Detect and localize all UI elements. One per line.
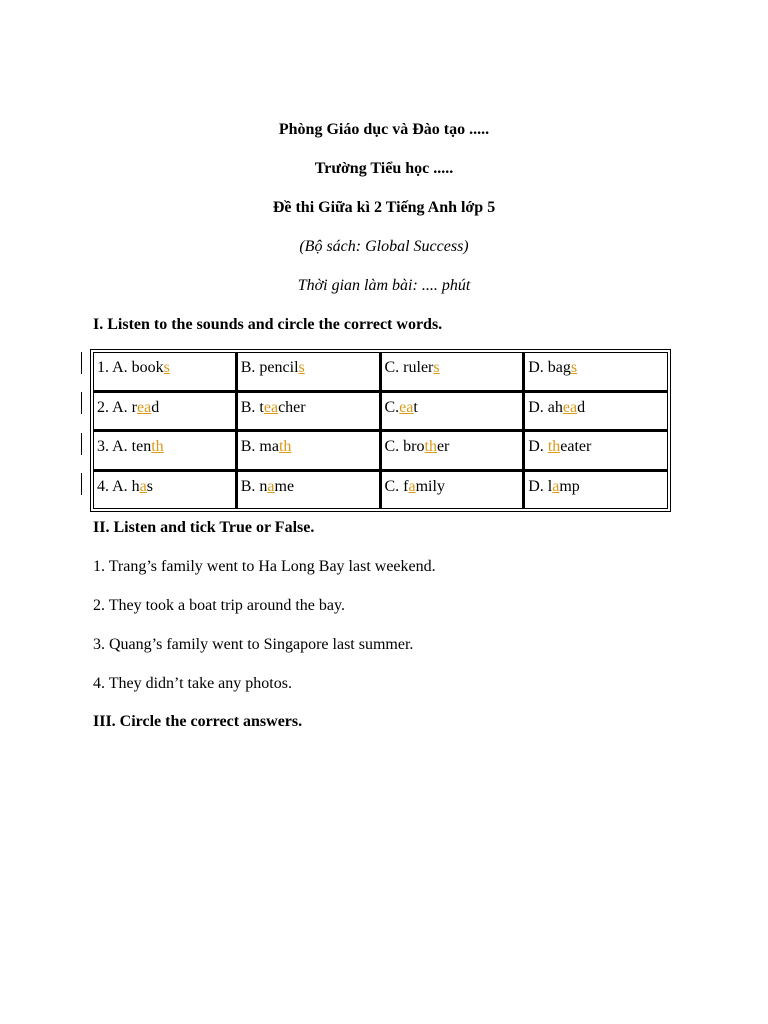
highlighted-sound: ea (562, 398, 578, 416)
sounds-table-grid (93, 352, 668, 509)
header-exam-title: Đề thi Giữa kì 2 Tiếng Anh lớp 5 (272, 199, 496, 216)
highlighted-sound: a (408, 477, 416, 495)
word-part: mily (415, 477, 445, 495)
word-part: B. ma (240, 438, 279, 456)
statement-2: 2. They took a boat trip around the bay. (93, 597, 345, 614)
highlighted-sound: s (163, 359, 170, 376)
margin-mark (81, 352, 82, 374)
statement-1: 1. Trang’s family went to Ha Long Bay last weekend. (93, 558, 436, 575)
header-department: Phòng Giáo dục và Đào tạo ..... (278, 121, 490, 138)
word-part: C. ruler (384, 359, 434, 376)
highlighted-sound: th (151, 438, 164, 456)
statement-3: 3. Quang’s family went to Singapore last summer. (93, 636, 414, 653)
word-option-cell[interactable] (93, 431, 237, 471)
section-1-title: I. Listen to the sounds and circle the correct words. (93, 316, 443, 333)
word-part: 4. A. h (97, 477, 140, 495)
word-option-cell[interactable] (381, 352, 525, 392)
sounds-table (90, 349, 671, 512)
word-part: C. f (384, 477, 409, 495)
word-part: cher (278, 398, 306, 416)
word-option-cell[interactable] (524, 471, 668, 509)
margin-mark (81, 392, 82, 414)
highlighted-sound: s (298, 359, 305, 376)
statement-4: 4. They didn’t take any photos. (93, 675, 292, 692)
highlighted-sound: ea (137, 398, 152, 416)
word-option-cell[interactable] (237, 471, 381, 509)
word-part: eater (560, 438, 592, 456)
word-part: 3. A. ten (97, 438, 152, 456)
header-school: Trường Tiểu học ..... (314, 160, 454, 177)
word-part: 2. A. r (97, 398, 137, 416)
word-part: B. n (240, 477, 268, 495)
word-option-cell[interactable] (381, 471, 525, 509)
table-row (93, 392, 668, 432)
word-option-cell[interactable] (524, 352, 668, 392)
table-row (93, 471, 668, 509)
word-part: B. t (240, 398, 264, 416)
highlighted-sound: th (424, 438, 437, 456)
word-part: d (577, 398, 586, 416)
word-option-cell[interactable] (524, 392, 668, 432)
highlighted-sound: ea (399, 398, 414, 416)
word-option-cell[interactable] (237, 392, 381, 432)
word-part: D. bag (528, 359, 571, 376)
table-row (93, 431, 668, 471)
word-part: me (274, 477, 295, 495)
highlighted-sound: s (570, 359, 578, 376)
word-option-cell[interactable] (93, 392, 237, 432)
word-option-cell[interactable] (237, 352, 381, 392)
word-part: C. (384, 398, 400, 416)
word-part: D. l (528, 477, 553, 495)
word-part: er (436, 438, 450, 456)
word-part: D. ah (528, 398, 563, 416)
section-3-title: III. Circle the correct answers. (93, 713, 303, 730)
highlighted-sound: th (547, 438, 561, 456)
header-time-allowed: Thời gian làm bài: .... phút (297, 277, 471, 294)
word-part: B. pencil (240, 359, 299, 376)
word-option-cell[interactable] (524, 431, 668, 471)
word-part: s (146, 477, 154, 495)
highlighted-sound: a (267, 477, 275, 495)
highlighted-sound: a (139, 477, 147, 495)
word-option-cell[interactable] (93, 352, 237, 392)
margin-mark (81, 433, 82, 455)
word-part: D. (528, 438, 548, 456)
word-option-cell[interactable] (381, 431, 525, 471)
word-option-cell[interactable] (93, 471, 237, 509)
table-row (93, 352, 668, 392)
highlighted-sound: th (278, 438, 292, 456)
word-option-cell[interactable] (237, 431, 381, 471)
header-book-series: (Bộ sách: Global Success) (299, 238, 469, 255)
section-2-title: II. Listen and tick True or False. (93, 519, 315, 536)
margin-mark (81, 473, 82, 495)
word-part: d (151, 398, 160, 416)
highlighted-sound: s (433, 359, 440, 376)
highlighted-sound: a (552, 477, 560, 495)
word-part: mp (559, 477, 580, 495)
word-option-cell[interactable] (381, 392, 525, 432)
word-part: C. bro (384, 438, 425, 456)
highlighted-sound: ea (263, 398, 279, 416)
word-part: 1. A. book (97, 359, 164, 376)
word-part: t (413, 398, 418, 416)
